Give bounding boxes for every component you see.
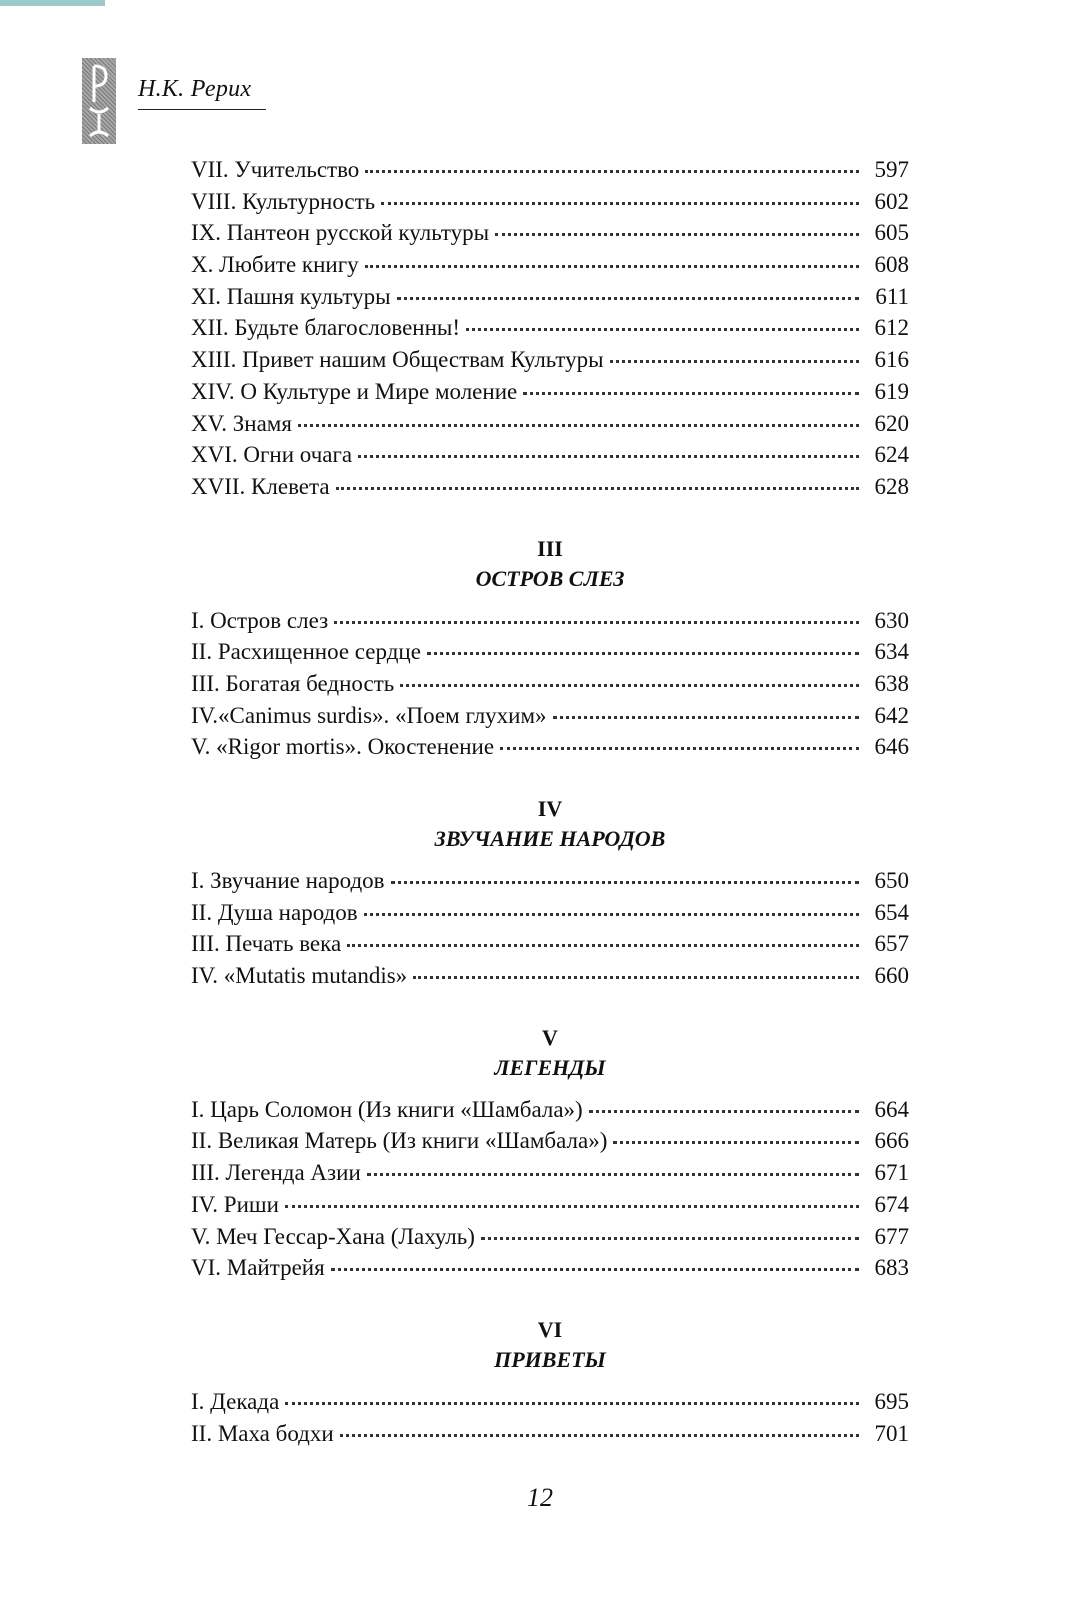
dot-leader xyxy=(391,880,859,884)
toc-entry-page: 677 xyxy=(874,1223,909,1249)
toc-entry-title: IV. «Mutatis mutandis» xyxy=(191,963,408,989)
dot-leader xyxy=(347,943,859,947)
toc-entry xyxy=(191,734,909,766)
dot-leader xyxy=(336,486,859,490)
toc-entry-page: 666 xyxy=(874,1128,909,1154)
dot-leader xyxy=(413,975,859,979)
dot-leader xyxy=(365,264,859,268)
toc-entry-title: II. Расхищенное сердце xyxy=(191,639,421,665)
toc-entry-page: 650 xyxy=(874,868,909,893)
toc-entry-title: V. «Rigor mortis». Окостенение xyxy=(191,734,495,760)
toc-entry xyxy=(191,1097,909,1129)
dot-leader xyxy=(340,1433,859,1437)
dot-leader xyxy=(589,1109,859,1113)
section-number: V xyxy=(542,1024,558,1050)
toc-entry-page: 608 xyxy=(874,252,909,278)
toc-entry-page: 602 xyxy=(874,188,909,214)
toc-entry xyxy=(191,931,909,963)
toc-entry xyxy=(191,252,909,284)
table-of-contents xyxy=(191,157,909,1452)
dot-leader xyxy=(613,1140,859,1144)
toc-entry-page: 646 xyxy=(874,734,909,760)
toc-entry-title: I. Декада xyxy=(191,1388,280,1414)
dot-leader xyxy=(334,620,859,624)
running-head-author: Н.К. Рерих xyxy=(138,76,266,110)
toc-entry-title: I. Царь Соломон (Из книги «Шамбала») xyxy=(191,1096,583,1122)
dot-leader xyxy=(610,359,859,363)
section-title: ПРИВЕТЫ xyxy=(494,1346,606,1372)
toc-entry-title: VII. Учительство xyxy=(191,157,360,182)
toc-entry-title: X. Любите книгу xyxy=(191,252,359,278)
toc-entry xyxy=(191,639,909,671)
toc-entry-title: XIV. О Культуре и Мире моление xyxy=(191,378,518,404)
dot-leader xyxy=(364,912,859,916)
toc-entry-page: 695 xyxy=(874,1388,909,1414)
toc-entry-title: VIII. Культурность xyxy=(191,188,376,214)
toc-entry-title: I. Звучание народов xyxy=(191,868,385,893)
dot-leader xyxy=(500,746,859,750)
toc-entry-title: XII. Будьте благословенны! xyxy=(191,315,461,341)
page-number: 12 xyxy=(527,1483,553,1512)
toc-entry-title: II. Великая Матерь (Из книги «Шамбала») xyxy=(191,1128,608,1154)
section-number: IV xyxy=(537,796,563,821)
toc-entry-title: II. Душа народов xyxy=(191,899,358,925)
toc-entry-title: V. Меч Гессар-Хана (Лахуль) xyxy=(191,1223,475,1249)
toc-entry xyxy=(191,671,909,703)
toc-entry-page: 634 xyxy=(874,639,909,665)
toc-entry-page: 624 xyxy=(874,442,909,468)
dot-leader xyxy=(553,715,859,719)
toc-entry-title: I. Остров слез xyxy=(191,607,329,633)
toc-entry xyxy=(191,474,909,506)
section-title: ОСТРОВ СЛЕЗ xyxy=(475,565,625,591)
section-number: VI xyxy=(537,1316,563,1342)
dot-leader xyxy=(397,296,859,300)
toc-entry xyxy=(191,442,909,474)
dot-leader xyxy=(495,232,859,236)
roerich-monogram-icon xyxy=(82,58,116,144)
toc-entry-title: XI. Пашня культуры xyxy=(191,283,391,309)
toc-entry-page: 611 xyxy=(875,283,909,309)
toc-entry-title: IX. Пантеон русской культуры xyxy=(191,220,490,246)
toc-entry xyxy=(191,608,909,640)
toc-entry xyxy=(191,1389,909,1421)
toc-entry xyxy=(191,1224,909,1256)
toc-entry xyxy=(191,379,909,411)
toc-entry xyxy=(191,220,909,252)
toc-entry xyxy=(191,900,909,932)
toc-entry-title: XV. Знамя xyxy=(191,410,292,436)
dot-leader xyxy=(523,391,859,395)
toc-entry-page: 628 xyxy=(874,473,909,499)
toc-entry-page: 654 xyxy=(874,899,909,925)
dot-leader xyxy=(358,454,859,458)
toc-entry xyxy=(191,315,909,347)
toc-entry xyxy=(191,703,909,735)
toc-entry-page: 664 xyxy=(874,1096,909,1122)
toc-entry-page: 619 xyxy=(874,378,909,404)
section-title: ЗВУЧАНИЕ НАРОДОВ xyxy=(434,826,666,851)
dot-leader xyxy=(381,201,859,205)
toc-entry-page: 683 xyxy=(874,1255,909,1281)
toc-entry-title: VI. Майтрейя xyxy=(191,1255,325,1281)
toc-entry xyxy=(191,868,909,900)
toc-entry-page: 657 xyxy=(874,931,909,957)
dot-leader xyxy=(400,683,859,687)
toc-entry xyxy=(191,284,909,316)
dot-leader xyxy=(298,423,859,427)
toc-entry-page: 620 xyxy=(874,410,909,436)
dot-leader xyxy=(365,169,859,173)
toc-entry-title: III. Печать века xyxy=(191,931,342,957)
toc-entry-title: XVII. Клевета xyxy=(191,473,330,499)
toc-entry-page: 671 xyxy=(874,1160,909,1186)
toc-entry-page: 630 xyxy=(874,607,909,633)
toc-entry-title: IV. Риши xyxy=(191,1191,279,1217)
dot-leader xyxy=(331,1267,859,1271)
toc-entry xyxy=(191,963,909,995)
toc-entry-page: 597 xyxy=(874,157,909,182)
toc-entry xyxy=(191,189,909,221)
dot-leader xyxy=(285,1401,859,1405)
toc-entry-page: 642 xyxy=(874,702,909,728)
toc-entry-page: 674 xyxy=(874,1191,909,1217)
toc-entry-page: 701 xyxy=(874,1420,909,1446)
dot-leader xyxy=(466,327,859,331)
toc-entry-page: 612 xyxy=(874,315,909,341)
toc-entry xyxy=(191,1160,909,1192)
toc-entry-title: III. Богатая бедность xyxy=(191,670,395,696)
toc-entry-title: III. Легенда Азии xyxy=(191,1160,361,1186)
toc-entry-page: 638 xyxy=(874,670,909,696)
toc-entry-title: II. Маха бодхи xyxy=(191,1420,334,1446)
toc-entry-title: IV.«Canimus surdis». «Поем глухим» xyxy=(191,702,547,728)
toc-entry-title: XIII. Привет нашим Обществам Культуры xyxy=(191,347,604,373)
toc-entry xyxy=(191,1128,909,1160)
toc-entry-page: 660 xyxy=(874,963,909,989)
toc-entry xyxy=(191,157,909,189)
section-title: ЛЕГЕНДЫ xyxy=(494,1054,606,1080)
toc-entry-title: XVI. Огни очага xyxy=(191,442,353,468)
toc-entry-page: 605 xyxy=(874,220,909,246)
section-number: III xyxy=(537,535,563,561)
toc-entry xyxy=(191,347,909,379)
toc-entry-page: 616 xyxy=(874,347,909,373)
toc-entry xyxy=(191,1255,909,1287)
dot-leader xyxy=(367,1172,859,1176)
toc-entry xyxy=(191,1421,909,1453)
toc-entry xyxy=(191,1192,909,1224)
toc-entry xyxy=(191,411,909,443)
dot-leader xyxy=(427,651,859,655)
dot-leader xyxy=(481,1236,859,1240)
dot-leader xyxy=(285,1204,859,1208)
scan-edge-strip xyxy=(0,0,105,6)
